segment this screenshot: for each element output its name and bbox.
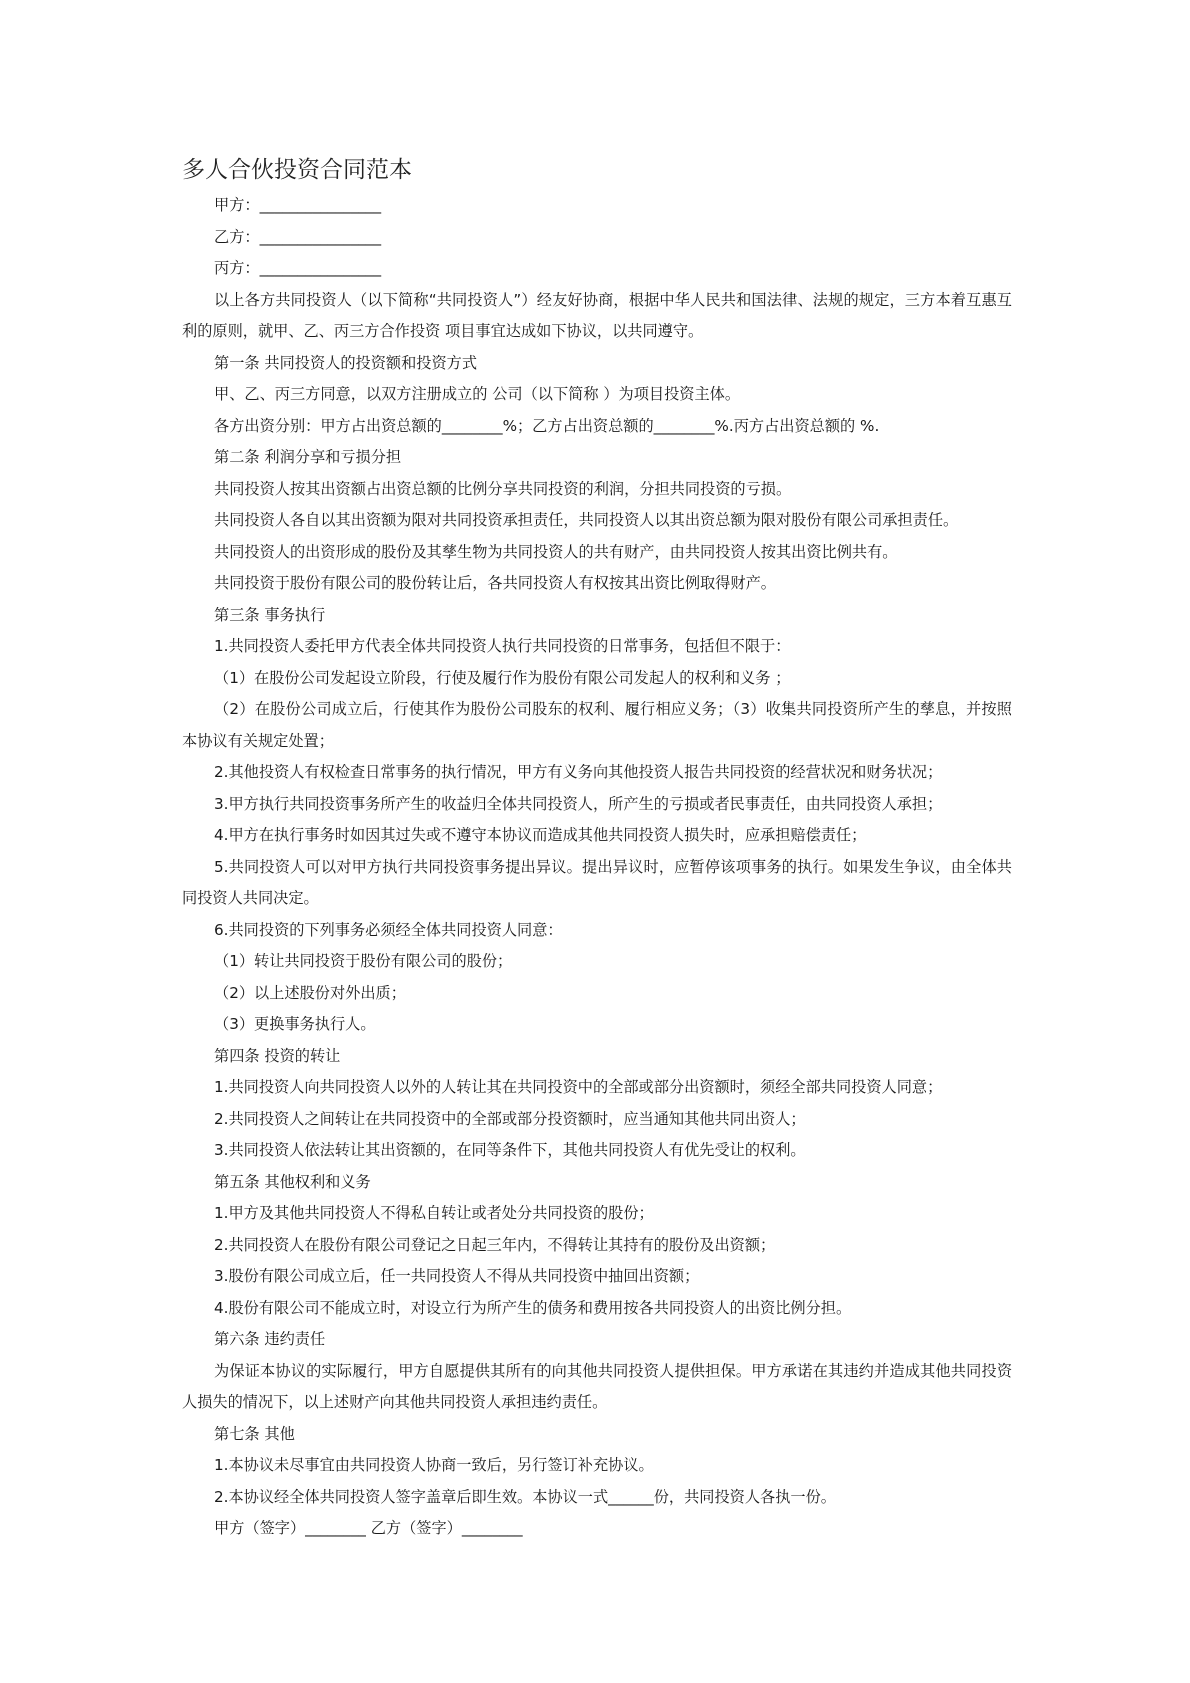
article1-paragraph: 各方出资分别：甲方占出资总额的________%；乙方占出资总额的________%.丙方占出资总额的 %. — [214, 416, 880, 435]
article5-paragraph: 2.共同投资人在股份有限公司登记之日起三年内，不得转让其持有的股份及出资额； — [214, 1235, 776, 1254]
signature-line: 甲方（签字）________ 乙方（签字）________ — [214, 1519, 523, 1537]
article2-heading: 第二条 利润分享和亏损分担 — [214, 448, 402, 466]
article4-paragraph: 1.共同投资人向共同投资人以外的人转让其在共同投资中的全部或部分出资额时，须经全部共同投资人同意； — [214, 1078, 943, 1096]
article3-paragraph: （2）以上述股份对外出质； — [214, 983, 406, 1002]
document-title: 多人合伙投资合同范本 — [182, 157, 412, 183]
article3-paragraph: 5.共同投资人可以对甲方执行共同投资事务提出异议。提出异议时，应暂停该项事务的执行。如果发生争议，由全体共同投资人共同决定。 — [182, 857, 1012, 907]
article1-heading: 第一条 共同投资人的投资额和投资方式 — [214, 353, 478, 372]
article3-paragraph: 2.其他投资人有权检查日常事务的执行情况，甲方有义务向其他投资人报告共同投资的经营状况和财务状况； — [214, 763, 943, 781]
article7-heading: 第七条 其他 — [214, 1424, 295, 1443]
article3-paragraph: 3.甲方执行共同投资事务所产生的收益归全体共同投资人，所产生的亏损或者民事责任，由共同投资人承担； — [214, 794, 943, 813]
article2-paragraph: 共同投资于股份有限公司的股份转让后，各共同投资人有权按其出资比例取得财产。 — [214, 574, 776, 592]
article4-paragraph: 3.共同投资人依法转让其出资额的，在同等条件下，其他共同投资人有优先受让的权利。 — [214, 1141, 806, 1159]
article5-paragraph: 1.甲方及其他共同投资人不得私自转让或者处分共同投资的股份； — [214, 1204, 654, 1222]
article3-paragraph: 6.共同投资的下列事务必须经全体共同投资人同意： — [214, 920, 563, 939]
preamble-paragraph: 以上各方共同投资人（以下简称“共同投资人”）经友好协商，根据中华人民共和国法律、法规的规定，三方本着互惠互利的原则，就甲、乙、丙三方合作投资 项目事宜达成如下协议，以共同遵守。 — [182, 290, 1012, 340]
article3-heading: 第三条 事务执行 — [214, 605, 326, 624]
article4-paragraph: 2.共同投资人之间转让在共同投资中的全部或部分投资额时，应当通知其他共同出资人； — [214, 1109, 806, 1128]
article4-heading: 第四条 投资的转让 — [214, 1046, 341, 1065]
article2-paragraph: 共同投资人各自以其出资额为限对共同投资承担责任，共同投资人以其出资总额为限对股份有限公司承担责任。 — [214, 511, 959, 529]
article7-paragraph: 1.本协议未尽事宜由共同投资人协商一致后，另行签订补充协议。 — [214, 1456, 654, 1474]
party-b-line: 乙方：________________ — [214, 227, 382, 246]
party-c-line: 丙方：________________ — [214, 259, 382, 277]
article7-paragraph: 2.本协议经全体共同投资人签字盖章后即生效。本协议一式______份，共同投资人各执一份。 — [214, 1487, 836, 1506]
article5-paragraph: 3.股份有限公司成立后，任一共同投资人不得从共同投资中抽回出资额； — [214, 1267, 700, 1285]
article3-paragraph: 1.共同投资人委托甲方代表全体共同投资人执行共同投资的日常事务，包括但不限于： — [214, 637, 791, 655]
article5-heading: 第五条 其他权利和义务 — [214, 1172, 371, 1191]
article2-paragraph: 共同投资人的出资形成的股份及其孳生物为共同投资人的共有财产，由共同投资人按其出资比例共有。 — [214, 542, 898, 561]
article2-paragraph: 共同投资人按其出资额占出资总额的比例分享共同投资的利润，分担共同投资的亏损。 — [214, 479, 792, 498]
article1-paragraph: 甲、乙、丙三方同意，以双方注册成立的 公司（以下简称 ）为项目投资主体。 — [214, 385, 741, 403]
article3-paragraph: 4.甲方在执行事务时如因其过失或不遵守本协议而造成其他共同投资人损失时，应承担赔偿责任； — [214, 826, 867, 844]
article3-paragraph: （3）更换事务执行人。 — [214, 1015, 376, 1033]
article5-paragraph: 4.股份有限公司不能成立时，对设立行为所产生的债务和费用按各共同投资人的出资比例分担。 — [214, 1298, 852, 1317]
article3-paragraph: （2）在股份公司成立后，行使其作为股份公司股东的权利、履行相应义务；（3）收集共同投资所产生的孳息，并按照本协议有关规定处置； — [182, 700, 1012, 750]
article3-paragraph: （1）在股份公司发起设立阶段，行使及履行作为股份有限公司发起人的权利和义务 ； — [214, 668, 791, 687]
document-body — [182, 190, 1012, 1545]
party-a-line: 甲方：________________ — [214, 196, 382, 214]
article6-heading: 第六条 违约责任 — [214, 1330, 326, 1348]
article3-paragraph: （1）转让共同投资于股份有限公司的股份； — [214, 952, 513, 970]
article6-paragraph: 为保证本协议的实际履行，甲方自愿提供其所有的向其他共同投资人提供担保。甲方承诺在其违约并造成其他共同投资人损失的情况下，以上述财产向其他共同投资人承担违约责任。 — [182, 1361, 1012, 1411]
